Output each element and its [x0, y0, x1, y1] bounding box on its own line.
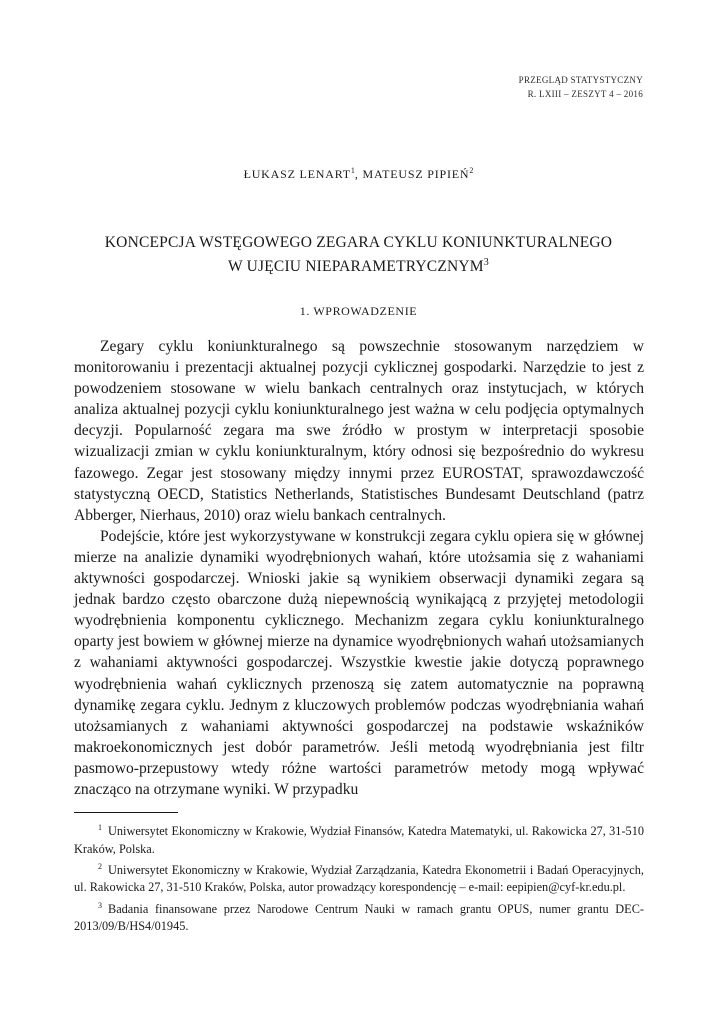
- footnote-mark: 3: [483, 257, 489, 268]
- footnote-text: Uniwersytet Ekonomiczny w Krakowie, Wydział Finansów, Katedra Matematyki, ul. Rakowicka 27, 31-510 Kraków, Polska.: [74, 824, 644, 856]
- journal-name: PRZEGLĄD STATYSTYCZNY: [518, 75, 643, 85]
- footnote-mark: 2: [469, 166, 474, 175]
- title-line: W UJĘCIU NIEPARAMETRYCZNYM: [227, 258, 484, 276]
- footnote-mark: 2: [98, 861, 102, 871]
- author-separator: ,: [354, 167, 363, 181]
- footnote-mark: 3: [98, 900, 102, 910]
- journal-issue: R. LXIII – ZESZYT 4 – 2016: [527, 89, 643, 99]
- title-line: KONCEPCJA WSTĘGOWEGO ZEGARA CYKLU KONIUNKTURALNEGO: [104, 234, 613, 251]
- author-name: ŁUKASZ LENART: [243, 167, 351, 181]
- footnote: [74, 819, 644, 858]
- paragraph: Zegary cyklu koniunkturalnego są powszechnie stosowanym narzędziem w monitorowaniu i prezentacji aktualnej pozycji cyklicznej gospodarki. Narzędzie to jest z powodzeniem stosowane w wielu bankach centralnych oraz instytucjach, w których analiza aktualnej pozycji cyklu koniunkturalnego jest ważna w celu podjęcia optymalnych decyzji. Popularność zegara ma swe źródło w prostym w interpretacji sposobie wizualizacji zmian w cyklu koniunkturalnym, który odnosi się bezpośrednio do wykresu fazowego. Zegar jest stosowany między innymi przez EUROSTAT, sprawozdawczość statystyczną OECD, Statistics Netherlands, Statistisches Bundesamt Deutschland (patrz Abberger, Nierhaus, 2010) oraz wielu bankach centralnych.: [74, 338, 644, 524]
- footnote-text: Badania finansowane przez Narodowe Centrum Nauki w ramach grantu OPUS, numer grantu DEC-2013/09/B/HS4/01945.: [74, 901, 644, 934]
- paragraph: Podejście, które jest wykorzystywane w konstrukcji zegara cyklu opiera się w głównej mierze na analizie dynamiki wyodrębnionych wahań, które utożsamia się z wahaniami aktywności gospodarczej. Wnioski jakie są wynikiem obserwacji dynamiki zegara są jednak bardzo często obarczone dużą niepewnością wynikającą z przyjętej metodologii wyodrębnienia komponentu cyklicznego. Mechanizm zegara cyklu koniunkturalnego oparty jest bowiem w głównej mierze na dynamice wyodrębnionych wahań utożsamianych z wahaniami aktywności gospodarczej. Wszystkie kwestie jakie dotyczą poprawnego wyodrębnienia wahań cyklicznych przenoszą się zatem automatycznie na poprawną dynamikę zegara cyklu. Jednym z kluczowych problemów podczas wyodrębniania wahań utożsamianych z wahaniami aktywności gospodarczej na podstawie wskaźników makroekonomicznych jest dobór parametrów. Jeśli metodą wyodrębniania jest filtr pasmowo-przepustowy wtedy różne wartości parametrów metody mogą wpływać znacząco na otrzymane wyniki. W przypadku: [74, 527, 644, 798]
- footnote-text: Uniwersytet Ekonomiczny w Krakowie, Wydział Zarządzania, Katedra Ekonometrii i Badań Operacyjnych, ul. Rakowicka 27, 31-510 Kraków, Polska, autor prowadzący korespondencję – e-mail: eepipien@cyf-kr.edu.pl.: [74, 863, 644, 895]
- paper-title: [0, 233, 717, 277]
- footnote-mark: 1: [98, 823, 102, 832]
- section-heading: 1. WPROWADZENIE: [299, 304, 418, 318]
- footnote: [74, 858, 644, 897]
- footnote-divider: [74, 812, 178, 813]
- footnote: [74, 897, 644, 936]
- body-text: [74, 336, 644, 800]
- journal-header: [519, 73, 643, 101]
- author-name: MATEUSZ PIPIEŃ: [362, 167, 470, 181]
- authors-line: [0, 166, 717, 182]
- footnote-mark: 1: [350, 166, 355, 175]
- footnotes: [74, 819, 644, 936]
